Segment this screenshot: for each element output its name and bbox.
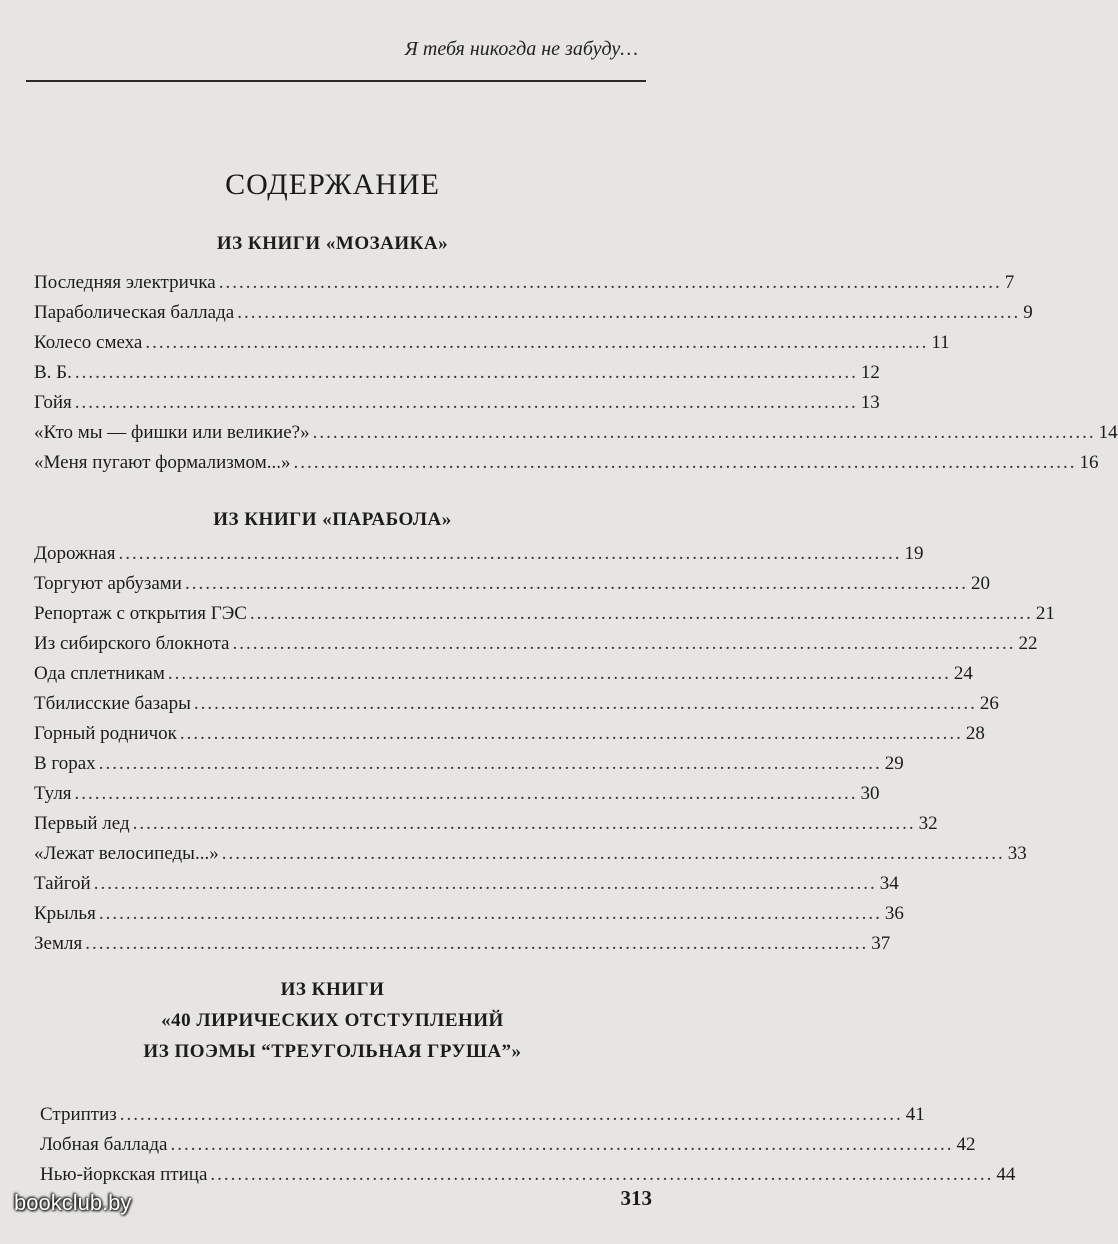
toc-entry[interactable] xyxy=(40,1104,925,1134)
toc-entry-title: Дорожная xyxy=(34,543,116,564)
leader-dots: .................................................................................................................... xyxy=(145,332,929,353)
toc-entry-title: Горный родничок xyxy=(34,723,177,744)
leader-dots: .................................................................................................................... xyxy=(179,723,963,744)
leader-dots: .................................................................................................................... xyxy=(249,603,1033,624)
leader-dots: .................................................................................................................... xyxy=(170,1134,954,1155)
leader-dots: .................................................................................................................... xyxy=(221,843,1005,864)
section-heading-line: «40 ЛИРИЧЕСКИХ ОТСТУПЛЕНИЙ xyxy=(161,1010,504,1031)
toc-entry-page: 33 xyxy=(1007,843,1027,864)
toc-entry-title: «Кто мы — фишки или великие?» xyxy=(34,422,310,443)
toc-entry-title: Лобная баллада xyxy=(40,1134,168,1155)
toc-entry[interactable] xyxy=(34,783,880,813)
toc-entry[interactable] xyxy=(34,753,904,783)
toc-entry-page: 22 xyxy=(1018,633,1038,654)
toc-entry[interactable] xyxy=(34,573,990,603)
header-rule xyxy=(26,80,646,82)
toc-entry-title: В горах xyxy=(34,753,96,774)
toc-entry[interactable] xyxy=(34,933,891,963)
toc-entry[interactable] xyxy=(34,603,1055,633)
toc-entry[interactable] xyxy=(34,543,924,573)
toc-entry[interactable] xyxy=(40,1134,976,1164)
toc-entry-title: Гойя xyxy=(34,392,72,413)
toc-entry-title: Колесо смеха xyxy=(34,332,143,353)
toc-entry[interactable] xyxy=(34,723,985,753)
leader-dots: .................................................................................................................... xyxy=(293,452,1077,473)
toc-entry[interactable] xyxy=(34,873,899,903)
toc-entry-title: Репортаж с открытия ГЭС xyxy=(34,603,247,624)
toc-entry[interactable] xyxy=(34,422,1118,452)
toc-entry-page: 42 xyxy=(956,1134,976,1155)
toc-entry-page: 32 xyxy=(918,813,938,834)
toc-list-parabola xyxy=(34,543,1055,963)
running-head: Я тебя никогда не забуду… xyxy=(404,38,638,60)
section-heading-line: ИЗ ПОЭМЫ “ТРЕУГОЛЬНАЯ ГРУША”» xyxy=(143,1041,522,1062)
leader-dots: .................................................................................................................... xyxy=(74,783,858,804)
leader-dots: .................................................................................................................... xyxy=(119,1104,903,1125)
toc-entry[interactable] xyxy=(34,332,950,362)
leader-dots: .................................................................................................................... xyxy=(312,422,1096,443)
toc-entry-title: Последняя электричка xyxy=(34,272,216,293)
toc-entry[interactable] xyxy=(34,452,1099,482)
section-heading-lyrical-digressions xyxy=(0,974,665,1067)
toc-entry-title: Нью-йоркская птица xyxy=(40,1164,208,1185)
toc-entry[interactable] xyxy=(34,392,880,422)
watermark: bookclub.by xyxy=(14,1190,132,1215)
toc-entry-page: 34 xyxy=(879,873,899,894)
toc-entry-page: 20 xyxy=(970,573,990,594)
toc-entry[interactable] xyxy=(34,813,938,843)
page-number: 313 xyxy=(620,1186,652,1210)
toc-entry-title: Из сибирского блокнота xyxy=(34,633,230,654)
leader-dots: .................................................................................................................... xyxy=(232,633,1016,654)
toc-entry-page: 14 xyxy=(1098,422,1118,443)
toc-entry-page: 24 xyxy=(953,663,973,684)
leader-dots: .................................................................................................................... xyxy=(74,362,858,383)
leader-dots: .................................................................................................................... xyxy=(237,302,1021,323)
toc-entry[interactable] xyxy=(34,843,1027,873)
leader-dots: .................................................................................................................... xyxy=(85,933,869,954)
toc-entry-title: Тайгой xyxy=(34,873,91,894)
leader-dots: .................................................................................................................... xyxy=(218,272,1002,293)
leader-dots: .................................................................................................................... xyxy=(93,873,877,894)
leader-dots: .................................................................................................................... xyxy=(193,693,977,714)
toc-entry[interactable] xyxy=(34,272,1015,302)
toc-entry-page: 37 xyxy=(871,933,891,954)
toc-entry-title: Земля xyxy=(34,933,83,954)
section-heading-mozaika xyxy=(0,228,665,259)
section-heading-parabola xyxy=(0,504,665,535)
section-heading-line: ИЗ КНИГИ «МОЗАИКА» xyxy=(216,233,449,254)
section-heading-line: ИЗ КНИГИ «ПАРАБОЛА» xyxy=(213,509,452,530)
toc-entry-page: 7 xyxy=(1004,272,1015,293)
section-heading-line: ИЗ КНИГИ xyxy=(280,979,385,1000)
toc-entry-page: 19 xyxy=(904,543,924,564)
toc-entry-page: 36 xyxy=(884,903,904,924)
toc-entry[interactable] xyxy=(34,362,880,392)
leader-dots: .................................................................................................................... xyxy=(210,1164,994,1185)
page-title: СОДЕРЖАНИЕ xyxy=(225,168,440,201)
toc-entry-page: 30 xyxy=(860,783,880,804)
toc-entry[interactable] xyxy=(34,903,904,933)
toc-entry-page: 11 xyxy=(931,332,950,353)
leader-dots: .................................................................................................................... xyxy=(118,543,902,564)
leader-dots: .................................................................................................................... xyxy=(184,573,968,594)
toc-entry-title: Туля xyxy=(34,783,72,804)
leader-dots: .................................................................................................................... xyxy=(98,753,882,774)
toc-entry[interactable] xyxy=(34,302,1033,332)
toc-entry-title: Стриптиз xyxy=(40,1104,117,1125)
toc-entry-page: 12 xyxy=(860,362,880,383)
toc-entry-page: 9 xyxy=(1023,302,1033,323)
toc-entry-page: 41 xyxy=(905,1104,925,1125)
toc-entry-title: Тбилисские базары xyxy=(34,693,191,714)
toc-entry-title: «Лежат велосипеды...» xyxy=(34,843,219,864)
toc-entry-title: В. Б. xyxy=(34,362,72,383)
toc-entry-title: «Меня пугают формализмом...» xyxy=(34,452,291,473)
toc-entry-page: 21 xyxy=(1035,603,1055,624)
toc-entry-page: 26 xyxy=(979,693,999,714)
toc-list-mozaika xyxy=(34,272,1118,482)
leader-dots: .................................................................................................................... xyxy=(74,392,858,413)
leader-dots: .................................................................................................................... xyxy=(167,663,951,684)
toc-entry-page: 28 xyxy=(965,723,985,744)
leader-dots: .................................................................................................................... xyxy=(132,813,916,834)
toc-entry-title: Торгуют арбузами xyxy=(34,573,182,594)
toc-list-lyrical-digressions xyxy=(40,1104,1016,1194)
toc-entry-page: 44 xyxy=(996,1164,1016,1185)
toc-entry[interactable] xyxy=(34,663,973,693)
leader-dots: .................................................................................................................... xyxy=(98,903,882,924)
toc-entry-title: Крылья xyxy=(34,903,96,924)
toc-entry-title: Параболическая баллада xyxy=(34,302,235,323)
toc-entry-title: Ода сплетникам xyxy=(34,663,165,684)
toc-entry[interactable] xyxy=(34,693,999,723)
toc-entry-page: 29 xyxy=(884,753,904,774)
toc-entry-page: 16 xyxy=(1079,452,1099,473)
toc-entry[interactable] xyxy=(34,633,1038,663)
toc-entry-page: 13 xyxy=(860,392,880,413)
toc-entry-title: Первый лед xyxy=(34,813,130,834)
